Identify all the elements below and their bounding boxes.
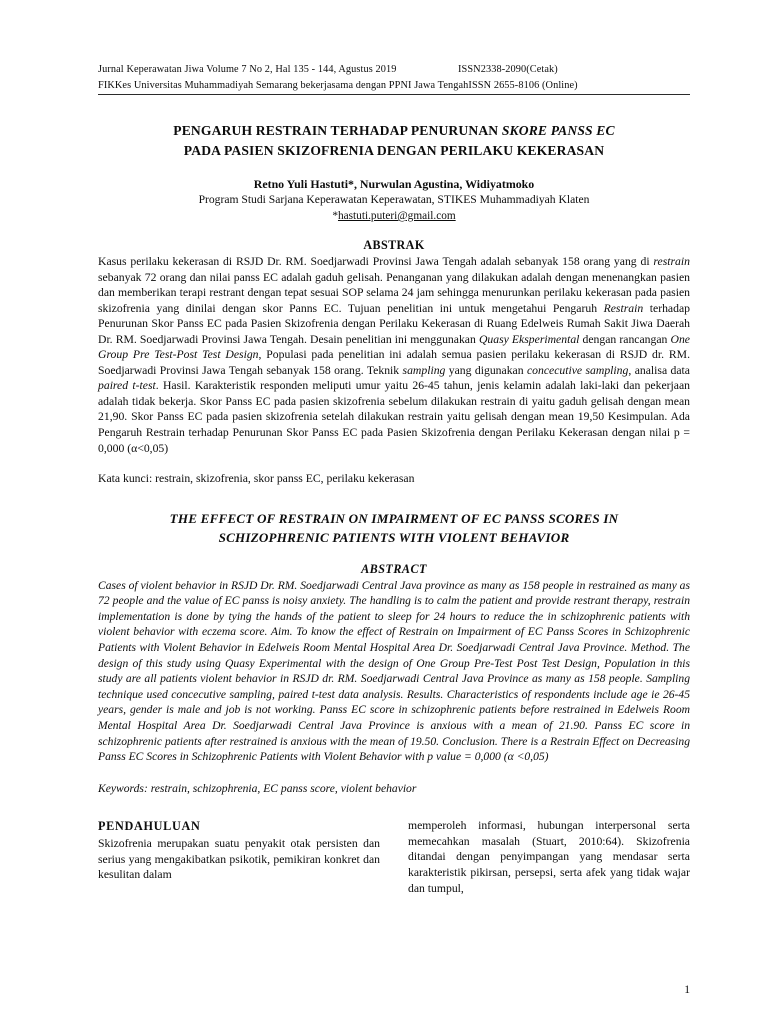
email-address-link[interactable]: hastuti.puteri@gmail.com (337, 210, 456, 222)
running-head-line-1 (98, 62, 690, 78)
publisher-affiliation-text: FIKKes Universitas Muhammadiyah Semarang bekerjasama dengan PPNI Jawa Tengah (98, 79, 469, 91)
english-title-line-1: THE EFFECT OF RESTRAIN ON IMPAIRMENT OF EC PANSS SCORES IN (169, 510, 619, 526)
issn-print-text: ISSN2338-2090(Cetak) (458, 64, 558, 75)
journal-citation-text: Jurnal Keperawatan Jiwa Volume 7 No 2, Hal 135 - 144, Agustus 2019 (98, 64, 397, 75)
column-left (98, 818, 380, 896)
header-divider (98, 94, 690, 95)
english-title (98, 509, 690, 548)
article-title-line-1-plain: PENGARUH RESTRAIN TERHADAP PENURUNAN (173, 123, 502, 138)
abstrak-heading: ABSTRAK (363, 238, 425, 252)
pendahuluan-left-paragraph: Skizofrenia merupakan suatu penyakit otak persisten dan serius yang mengakibatkan psikotik, pemikiran konkret dan kesulitan dalam (98, 837, 380, 882)
abstract-heading: ABSTRACT (361, 561, 427, 576)
issn-online-text: ISSN 2655-8106 (Online) (468, 79, 578, 91)
page-number: 1 (684, 983, 690, 996)
author-list: Retno Yuli Hastuti*, Nurwulan Agustina, Widiyatmoko (253, 177, 535, 191)
english-title-line-2: SCHIZOPHRENIC PATIENTS WITH VIOLENT BEHAVIOR (218, 530, 570, 546)
column-right (408, 818, 690, 896)
title-block (98, 121, 690, 224)
running-head-line-2 (98, 78, 690, 94)
author-affiliation: Program Studi Sarjana Keperawatan Keperawatan, STIKES Muhammadiyah Klaten (198, 193, 590, 206)
pendahuluan-heading: PENDAHULUAN (98, 819, 201, 834)
page-title (98, 121, 690, 160)
pendahuluan-right-paragraph: memperoleh informasi, hubungan interpersonal serta memecahkan masalah (Stuart, 2010:64). Skizofrenia ditandai dengan penyimpangan yang mendasar serta karakteristik pikirsan, persepsi, serta afek yang tidak wajar dan tumpul, (408, 819, 690, 895)
article-title-line-2: PADA PASIEN SKIZOFRENIA DENGAN PERILAKU KEKERASAN (183, 142, 605, 158)
abstract-keywords: Keywords: restrain, schizophrenia, EC panss score, violent behavior (98, 781, 417, 795)
article-title-line-1-italic: SKORE PANSS EC (501, 123, 615, 138)
email-asterisk: * (332, 210, 338, 222)
abstract-body: Cases of violent behavior in RSJD Dr. RM. Soedjarwadi Central Java province as many as 158 people in restrained as many as 72 people and the value of EC panss is noisy anxiety. The handling is to calm the patient and provide restrant therapy, restrain implementation is done by tying the hands of the patient to sleep for 24 hours to reduce the in schizophrenic patients with violent behavior with eczema score. Aim. To know the effect of Restrain on Impairment of EC Panss Scores in Schizophrenic Patients with Violent Behavior in Edelweis Room Mental Hospital Area Dr. Soedjarwadi Central Java Province. Method. The design of this study using Quasy Experimental with the design of One Group Pre-Test Post Test Design, Population in this study are all patients violent behavior in RSJD dr. RM. Soedjarwadi Central Java Province as many as 158 people. Sampling technique used concecutive sampling, paired t-test data analysis. Results. Characteristics of respondents include age ie 26-45 years, gender is male and job is not working. Panss EC score in schizophrenic patients before restrained in Edelweis Room Mental Hospital Area Dr. Soedjarwadi Central Java Province is anxious with a mean of 21.90. Panss EC score in schizophrenic patients after restrained is anxious with the mean of 19.50. Conclusion. There is a Restrain Effect on Decreasing Panss EC Scores in Schizophrenic Patients with Violent Behavior with p value = 0,000 (α <0,05) (98, 578, 690, 764)
corresponding-email[interactable] (98, 208, 690, 224)
abstrak-keywords: Kata kunci: restrain, skizofrenia, skor panss EC, perilaku kekerasan (98, 472, 415, 486)
abstrak-body: Kasus perilaku kekerasan di RSJD Dr. RM. Soedjarwadi Provinsi Jawa Tengah adalah sebanyak 158 orang yang di restrain sebanyak 72 orang dan nilai panss EC adalah gaduh gelisah. Penanganan yang dilakukan adalah dengan menenangkan pasien dan memberikan terapi restrant dengan tepat sesuai SOP selama 24 jam sehingga menurunkan perilaku kekerasan pada pasien skizofrenia yang dinilai dengan skor Panns EC. Tujuan penelitian ini untuk mengetahui Pengaruh Restrain terhadap Penurunan Skor Panss EC pada Pasien Skizofrenia dengan Perilaku Kekerasan di Ruang Edelweis Rumah Sakit Jiwa Daerah Dr. RM. Soedjarwadi Provinsi Jawa Tengah. Desain penelitian ini menggunakan Quasy Eksperimental dengan rancangan One Group Pre Test-Post Test Design, Populasi pada penelitian ini adalah semua pasien perilaku kekerasan di RSJD dr. RM. Soedjarwadi Provinsi Jawa Tengah sebanyak 158 orang. Teknik sampling yang digunakan concecutive sampling, analisa data paired t-test. Hasil. Karakteristik responden meliputi umur yaitu 26-45 tahun, jenis kelamin adalah laki-laki dan pekerjaan adalah tidak bekerja. Skor Panss EC pada pasien skizofrenia sebelum dilakukan restrain di yaitu gaduh gelisah dengan mean 21,90. Skor Panss EC pada pasien skizofrenia setelah dilakukan restrain yaitu gelisah dengan mean 19,50 Kesimpulan. Ada Pengaruh Restrain terhadap Penurunan Skor Panss EC pada Pasien Skizofrenia dengan Perilaku Kekerasan dengan nilai p = 0,000 (α<0,05) (98, 255, 690, 455)
introduction-section (98, 818, 690, 896)
running-head (98, 62, 690, 95)
